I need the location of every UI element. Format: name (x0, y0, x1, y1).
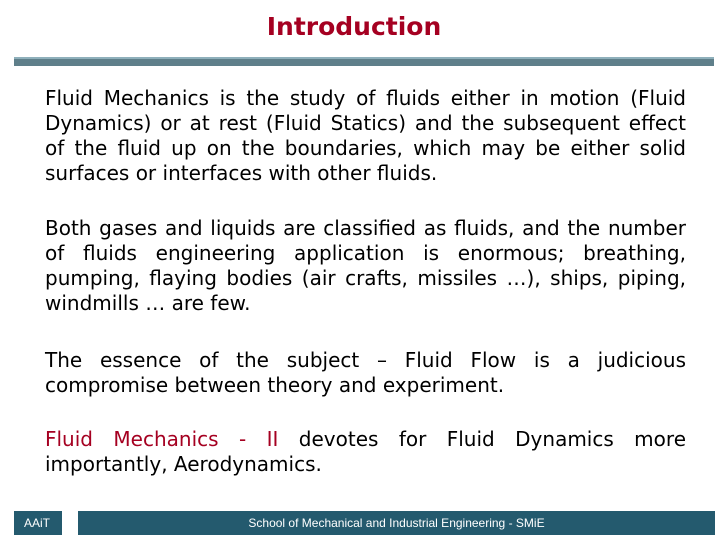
paragraph-applications: Both gases and liquids are classified as fluids, and the number of fluids engineering application is enormous; breathing, pumping, flaying bodies (air crafts, missiles …), ships, piping, windmills … are few. (45, 216, 686, 315)
title-divider-highlight (14, 57, 714, 59)
slide-title: Introduction (266, 12, 442, 41)
paragraph-course-focus (45, 427, 686, 477)
footer-bar (14, 511, 715, 535)
footer-school: School of Mechanical and Industrial Engineering - SMiE (78, 511, 715, 535)
paragraph-essence: The essence of the subject – Fluid Flow is a judicious compromise between theory and experiment. (45, 348, 686, 397)
footer-institution: AAiT (14, 511, 62, 535)
paragraph-definition: Fluid Mechanics is the study of fluids either in motion (Fluid Dynamics) or at rest (Fluid Statics) and the subsequent effect of the fluid up on the boundaries, which may be either solid surfaces or interfaces with other fluids. (45, 86, 686, 185)
title-divider (14, 57, 714, 66)
course-name-highlight: Fluid Mechanics - II (45, 427, 279, 451)
course-focus-text: devotes for Fluid Dynamics more importantly, Aerodynamics. (45, 427, 686, 476)
